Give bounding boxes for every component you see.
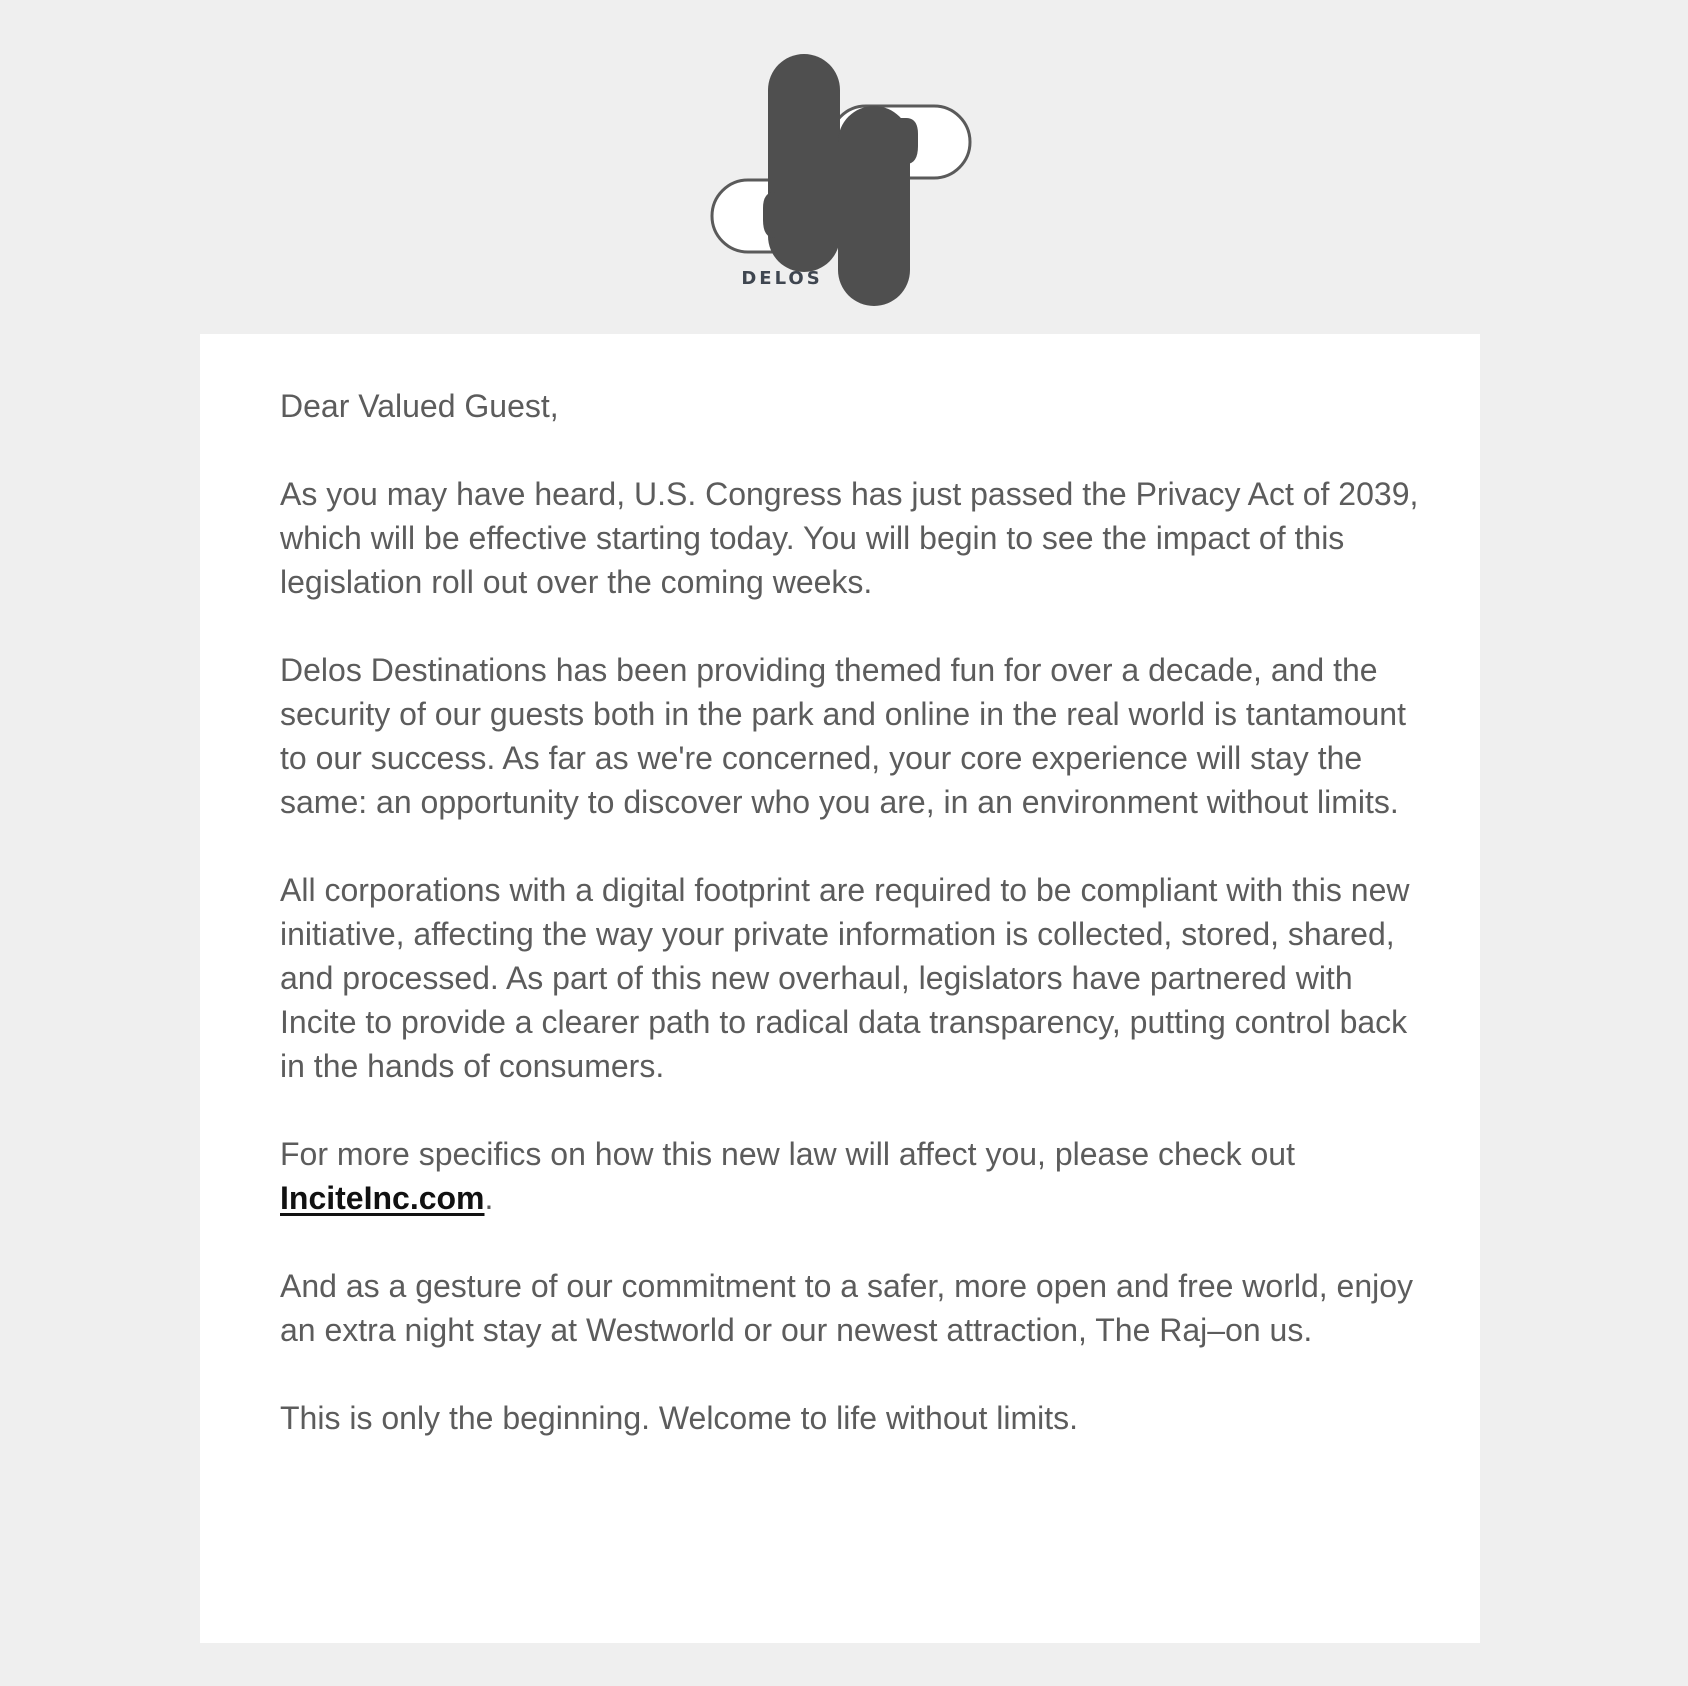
more-info-period: . [484, 1180, 494, 1216]
paragraph-compliance: All corporations with a digital footprint are required to be compliant with this new initiative, affecting the way your private information is collected, stored, shared, and processed. As part of this new overhaul, legislators have partnered with Incite to provide a clearer path to radical data transparency, putting control back in the hands of consumers. [280, 872, 1410, 1084]
incite-link[interactable]: InciteInc.com [280, 1180, 485, 1216]
logo-wordmark: DELOS [741, 268, 823, 289]
letter-body [280, 384, 1420, 1484]
paragraph-delos-destinations: Delos Destinations has been providing themed fun for over a decade, and the security of our guests both in the park and online in the real world is tantamount to our success. As far as we're concerned, your core experience will stay the same: an opportunity to discover who you are, in an environment without limits. [280, 652, 1406, 820]
greeting: Dear Valued Guest, [280, 388, 559, 424]
email-card [200, 334, 1480, 1643]
delos-logo-mark [708, 52, 972, 308]
delos-logo [708, 52, 972, 308]
closing-line: This is only the beginning. Welcome to life without limits. [280, 1400, 1078, 1436]
paragraph-more-info [280, 1132, 1420, 1220]
paragraph-privacy-act: As you may have heard, U.S. Congress has just passed the Privacy Act of 2039, which will be effective starting today. You will begin to see the impact of this legislation roll out over the coming weeks. [280, 476, 1419, 600]
paragraph-gesture: And as a gesture of our commitment to a safer, more open and free world, enjoy an extra night stay at Westworld or our newest attraction, The Raj–on us. [280, 1268, 1414, 1348]
more-info-text: For more specifics on how this new law will affect you, please check out [280, 1136, 1295, 1172]
